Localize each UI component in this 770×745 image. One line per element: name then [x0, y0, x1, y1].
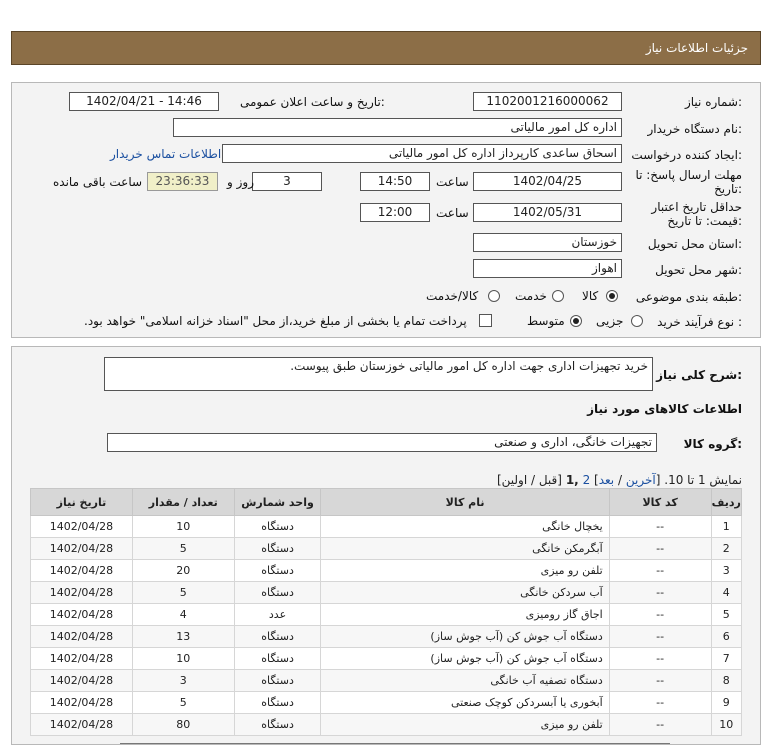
goods-info-title: اطلاعات کالاهای مورد نیاز: [587, 402, 742, 416]
cell-name: دستگاه تصفیه آب خانگی: [321, 670, 609, 692]
table-row: [31, 692, 742, 714]
cell-name: دستگاه آب جوش کن (آب جوش ساز): [321, 648, 609, 670]
category-option-goods: کالا: [582, 289, 599, 303]
col-quantity: تعداد / مقدار: [132, 489, 234, 516]
cell-code: --: [609, 560, 711, 582]
deadline-time-field: 14:50: [360, 172, 430, 191]
category-option-service: خدمت: [515, 289, 547, 303]
goods-table: [30, 488, 742, 736]
cell-date: 1402/04/28: [31, 626, 133, 648]
pagination-showing: نمایش 1 تا 10.: [664, 473, 742, 487]
category-radio-service[interactable]: [552, 290, 564, 302]
page-header: [11, 31, 761, 65]
cell-quantity: 13: [132, 626, 234, 648]
process-label: نوع فرآیند خرید :: [657, 315, 742, 329]
cell-code: --: [609, 604, 711, 626]
pagination-open-bracket: [: [655, 473, 661, 487]
cell-date: 1402/04/28: [31, 516, 133, 538]
cell-unit: دستگاه: [234, 538, 321, 560]
category-radio-goods[interactable]: [606, 290, 618, 302]
cell-quantity: 10: [132, 516, 234, 538]
pagination-separator: /: [617, 473, 623, 487]
cell-unit: دستگاه: [234, 516, 321, 538]
cell-quantity: 20: [132, 560, 234, 582]
cell-unit: دستگاه: [234, 626, 321, 648]
treasury-payment-checkbox[interactable]: [479, 314, 492, 327]
validity-label-1: حداقل تاریخ اعتبار: [651, 200, 742, 214]
table-row: [31, 670, 742, 692]
pagination-prev-first: [قبل / اولین]: [496, 473, 562, 487]
cell-quantity: 3: [132, 670, 234, 692]
cell-name: آبگرمکن خانگی: [321, 538, 609, 560]
buyer-contact-link[interactable]: اطلاعات تماس خریدار: [110, 147, 222, 161]
bottom-divider: [120, 743, 670, 744]
cell-quantity: 4: [132, 604, 234, 626]
cell-row: 4: [711, 582, 741, 604]
cell-row: 3: [711, 560, 741, 582]
category-radio-goods-service[interactable]: [488, 290, 500, 302]
cell-date: 1402/04/28: [31, 714, 133, 736]
cell-quantity: 10: [132, 648, 234, 670]
cell-unit: دستگاه: [234, 648, 321, 670]
cell-quantity: 5: [132, 538, 234, 560]
col-code: کد کالا: [609, 489, 711, 516]
deadline-time-label: ساعت: [436, 175, 469, 189]
col-row: ردیف: [711, 489, 741, 516]
cell-name: آب سردکن خانگی: [321, 582, 609, 604]
group-label: گروه کالا:: [683, 437, 742, 451]
creator-label: ایجاد کننده درخواست:: [631, 148, 742, 162]
need-number-label: شماره نیاز:: [684, 95, 742, 109]
cell-code: --: [609, 582, 711, 604]
cell-unit: دستگاه: [234, 670, 321, 692]
cell-quantity: 5: [132, 582, 234, 604]
cell-row: 9: [711, 692, 741, 714]
cell-row: 1: [711, 516, 741, 538]
validity-time-field: 12:00: [360, 203, 430, 222]
cell-unit: دستگاه: [234, 714, 321, 736]
pagination: [497, 473, 742, 487]
days-label: روز و: [227, 175, 254, 189]
cell-name: تلفن رو میزی: [321, 714, 609, 736]
announce-label: تاریخ و ساعت اعلان عمومی:: [240, 95, 385, 109]
group-field: تجهیزات خانگی، اداری و صنعتی: [107, 433, 657, 452]
pagination-next-link[interactable]: بعد: [598, 473, 615, 487]
cell-date: 1402/04/28: [31, 670, 133, 692]
col-date: تاریخ نیاز: [31, 489, 133, 516]
table-row: [31, 560, 742, 582]
cell-name: تلفن رو میزی: [321, 560, 609, 582]
summary-field: خرید تجهیزات اداری جهت اداره کل امور مالیاتی خوزستان طبق پیوست.: [104, 357, 653, 391]
process-radio-medium[interactable]: [570, 315, 582, 327]
deadline-label-1: مهلت ارسال پاسخ: تا: [635, 168, 742, 182]
process-option-medium: متوسط: [527, 314, 565, 328]
deadline-label-2: تاریخ:: [714, 182, 742, 196]
cell-code: --: [609, 670, 711, 692]
buyer-org-label: نام دستگاه خریدار:: [647, 122, 742, 136]
cell-unit: دستگاه: [234, 692, 321, 714]
col-unit: واحد شمارش: [234, 489, 321, 516]
buyer-org-field: اداره کل امور مالیاتی: [173, 118, 622, 137]
cell-name: یخچال خانگی: [321, 516, 609, 538]
validity-label-2: قیمت: تا تاریخ:: [667, 214, 742, 228]
cell-unit: دستگاه: [234, 582, 321, 604]
pagination-page-2[interactable]: 2: [582, 473, 591, 487]
cell-name: اجاق گاز رومیزی: [321, 604, 609, 626]
table-row: [31, 604, 742, 626]
province-field: خوزستان: [473, 233, 622, 252]
cell-unit: عدد: [234, 604, 321, 626]
table-row: [31, 538, 742, 560]
cell-quantity: 80: [132, 714, 234, 736]
city-field: اهواز: [473, 259, 622, 278]
days-field: 3: [252, 172, 322, 191]
process-radio-minor[interactable]: [631, 315, 643, 327]
cell-code: --: [609, 648, 711, 670]
pagination-page-1: ,1: [565, 473, 579, 487]
page-title: جزئیات اطلاعات نیاز: [645, 41, 748, 55]
payment-note: پرداخت تمام یا بخشی از مبلغ خرید،از محل "اسناد خزانه اسلامی" خواهد بود.: [84, 314, 467, 328]
cell-date: 1402/04/28: [31, 582, 133, 604]
cell-date: 1402/04/28: [31, 560, 133, 582]
cell-row: 8: [711, 670, 741, 692]
category-option-goods-service: کالا/خدمت: [426, 289, 479, 303]
remaining-label: ساعت باقی مانده: [53, 175, 143, 189]
cell-code: --: [609, 714, 711, 736]
process-option-minor: جزیی: [596, 314, 624, 328]
validity-time-label: ساعت: [436, 206, 469, 220]
cell-name: دستگاه آب جوش کن (آب جوش ساز): [321, 626, 609, 648]
cell-name: آبخوری یا آبسردکن کوچک صنعتی: [321, 692, 609, 714]
table-row: [31, 648, 742, 670]
table-row: [31, 714, 742, 736]
summary-label: شرح کلی نیاز:: [656, 368, 742, 382]
cell-date: 1402/04/28: [31, 692, 133, 714]
cell-unit: دستگاه: [234, 560, 321, 582]
cell-row: 6: [711, 626, 741, 648]
cell-code: --: [609, 626, 711, 648]
province-label: استان محل تحویل:: [647, 237, 742, 251]
cell-row: 2: [711, 538, 741, 560]
table-header-row: [31, 489, 742, 516]
table-row: [31, 582, 742, 604]
category-label: طبقه بندی موضوعی:: [635, 290, 742, 304]
pagination-last-link[interactable]: آخرین: [625, 473, 656, 487]
validity-date-field: 1402/05/31: [473, 203, 622, 222]
cell-quantity: 5: [132, 692, 234, 714]
cell-date: 1402/04/28: [31, 538, 133, 560]
cell-code: --: [609, 516, 711, 538]
cell-date: 1402/04/28: [31, 604, 133, 626]
city-label: شهر محل تحویل:: [655, 263, 742, 277]
table-row: [31, 516, 742, 538]
deadline-date-field: 1402/04/25: [473, 172, 622, 191]
cell-code: --: [609, 538, 711, 560]
cell-row: 7: [711, 648, 741, 670]
pagination-close-bracket: ]: [594, 473, 599, 487]
creator-field: اسحاق ساعدی کارپرداز اداره کل امور مالیاتی: [222, 144, 622, 163]
table-row: [31, 626, 742, 648]
cell-row: 10: [711, 714, 741, 736]
goods-table-body: [31, 516, 742, 736]
col-name: نام کالا: [321, 489, 609, 516]
cell-date: 1402/04/28: [31, 648, 133, 670]
remaining-time-field: 23:36:33: [147, 172, 218, 191]
cell-code: --: [609, 692, 711, 714]
announce-field: 1402/04/21 - 14:46: [69, 92, 219, 111]
need-number-field: 1102001216000062: [473, 92, 622, 111]
cell-row: 5: [711, 604, 741, 626]
